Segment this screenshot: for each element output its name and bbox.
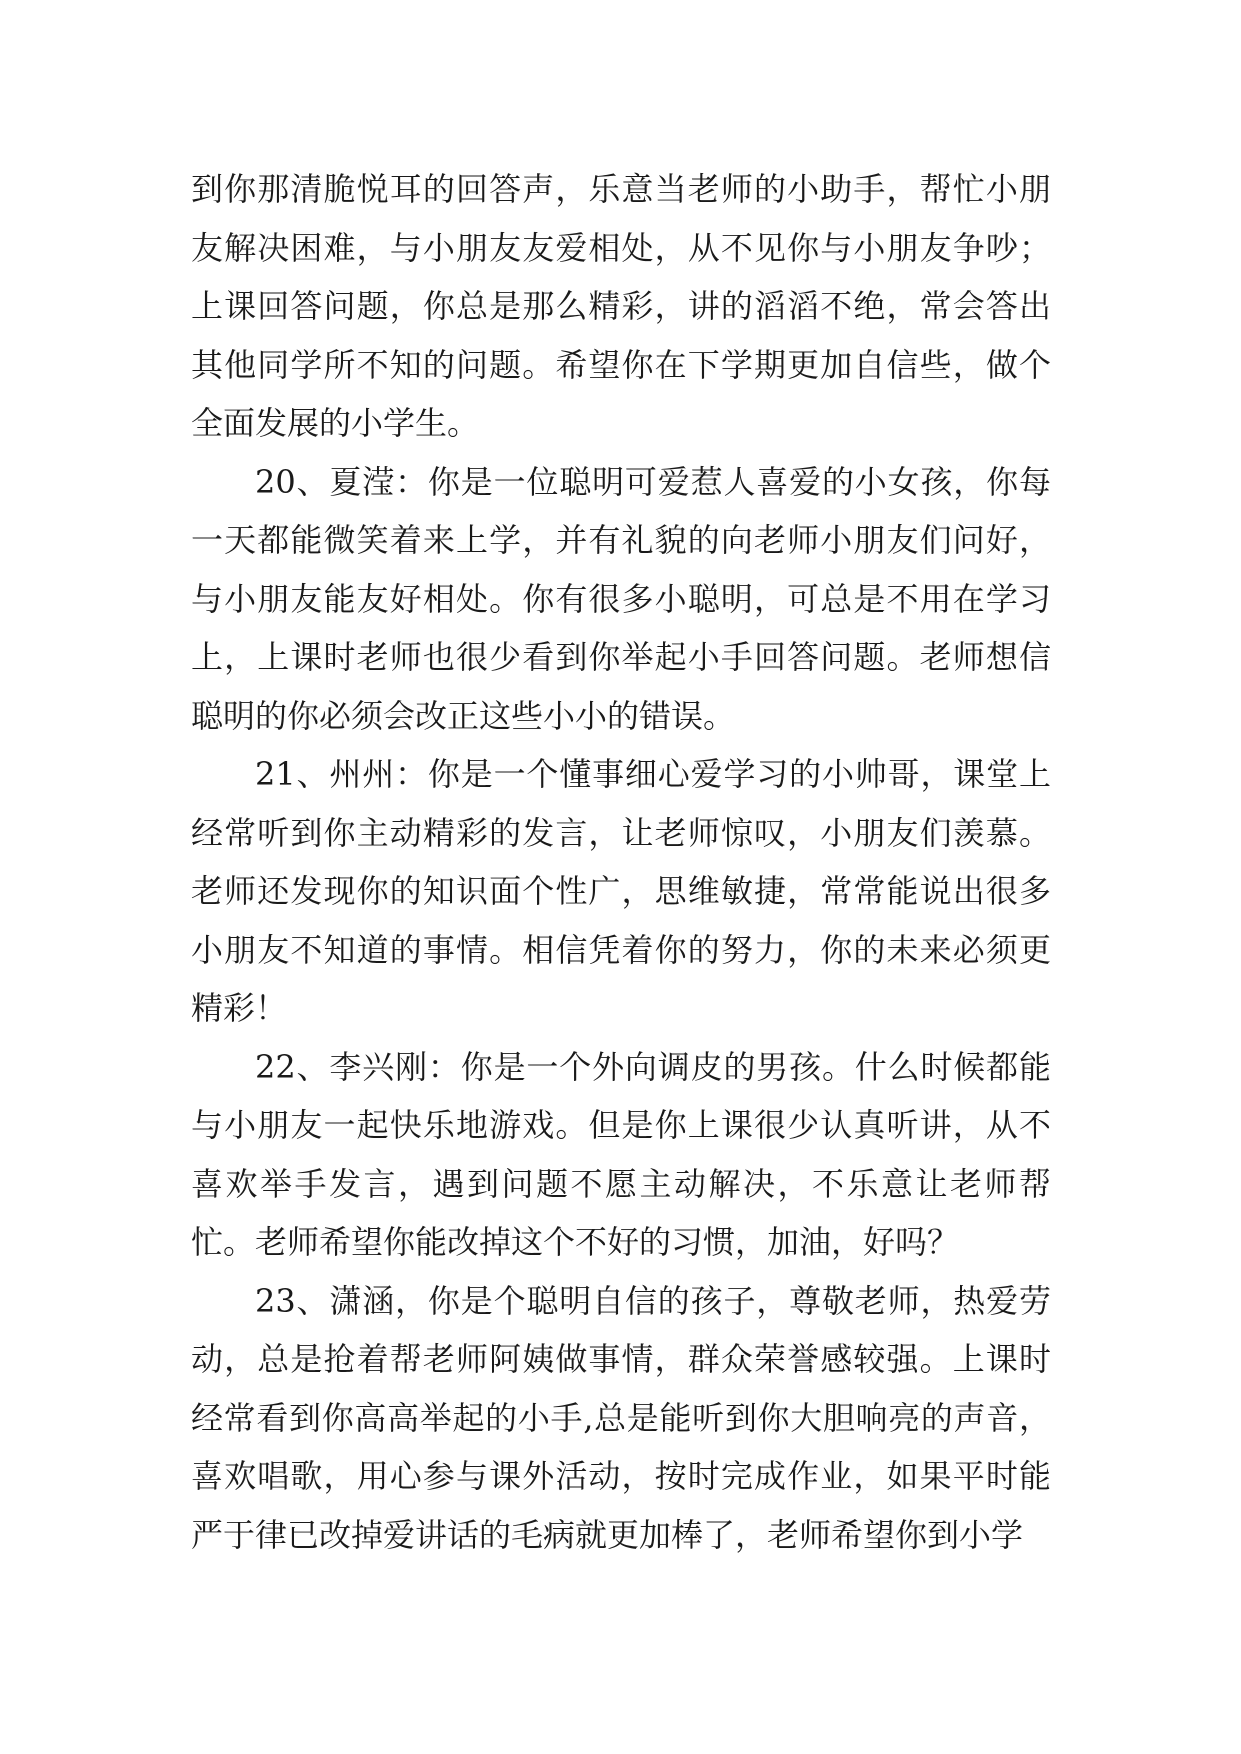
paragraph-comment-22: 22、李兴刚：你是一个外向调皮的男孩。什么时候都能与小朋友一起快乐地游戏。但是你上课很少认真听讲，从不喜欢举手发言，遇到问题不愿主动解决，不乐意让老师帮忙。老师希望你能改掉这个不好的习惯，加油，好吗？	[191, 1047, 1051, 1261]
document-body	[191, 160, 1051, 1564]
paragraph-comment-21: 21、州州：你是一个懂事细心爱学习的小帅哥，课堂上经常听到你主动精彩的发言，让老师惊叹，小朋友们羡慕。老师还发现你的知识面个性广，思维敏捷，常常能说出很多小朋友不知道的事情。相信凭着你的努力，你的未来必须更精彩！	[191, 755, 1051, 1027]
paragraph-comment-20: 20、夏滢：你是一位聪明可爱惹人喜爱的小女孩，你每一天都能微笑着来上学，并有礼貌的向老师小朋友们问好，与小朋友能友好相处。你有很多小聪明，可总是不用在学习上，上课时老师也很少看到你举起小手回答问题。老师想信聪明的你必须会改正这些小小的错误。	[191, 462, 1051, 735]
paragraph-continuation: 到你那清脆悦耳的回答声，乐意当老师的小助手，帮忙小朋友解决困难，与小朋友友爱相处，从不见你与小朋友争吵；上课回答问题，你总是那么精彩，讲的滔滔不绝，常会答出其他同学所不知的问题。希望你在下学期更加自信些，做个全面发展的小学生。	[191, 170, 1051, 442]
paragraph-comment-23: 23、潇涵，你是个聪明自信的孩子，尊敬老师，热爱劳动，总是抢着帮老师阿姨做事情，群众荣誉感较强。上课时经常看到你高高举起的小手,总是能听到你大胆响亮的声音，喜欢唱歌，用心参与课外活动，按时完成作业，如果平时能严于律已改掉爱讲话的毛病就更加棒了，老师希望你到小学	[191, 1281, 1051, 1554]
